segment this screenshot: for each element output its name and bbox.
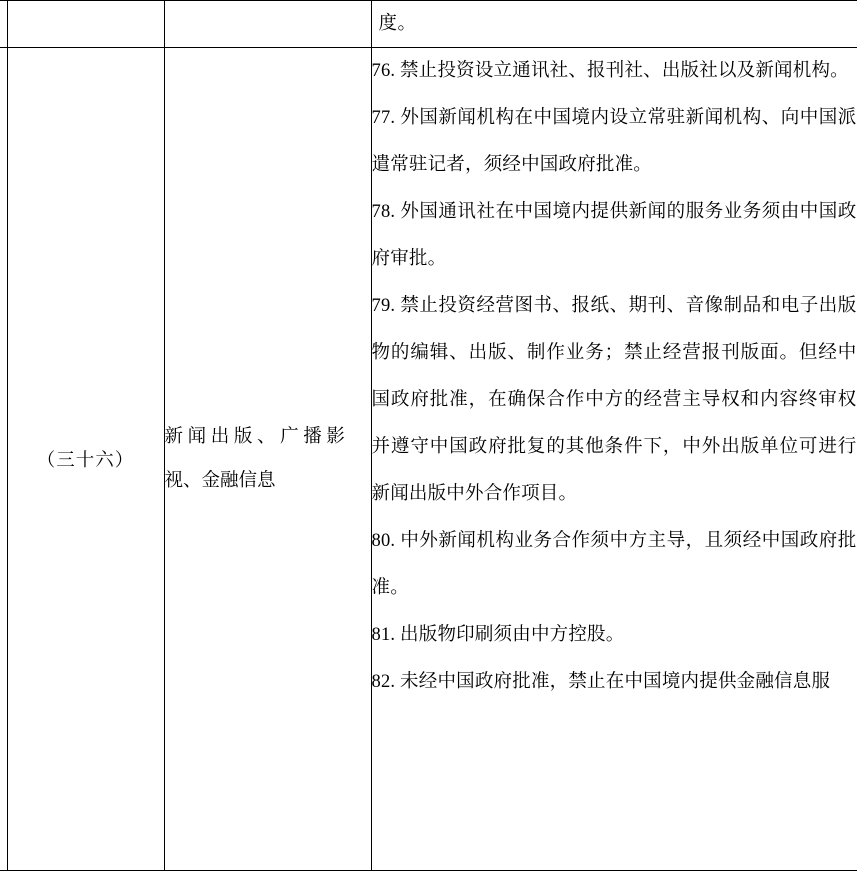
- list-item: 76. 禁止投资设立通讯社、报刊社、出版社以及新闻机构。: [371, 61, 849, 81]
- cell-content: [371, 48, 857, 871]
- cell-index-partial: [7, 1, 164, 48]
- cell-category-partial: [164, 1, 371, 48]
- continued-text: 度。: [378, 14, 417, 34]
- list-item: 82. 未经中国政府批准，禁止在中国境内提供金融信息服: [371, 672, 831, 692]
- list-item: 77. 外国新闻机构在中国境内设立常驻新闻机构、向中国派遣常驻记者，须经中国政府批准。: [371, 108, 857, 175]
- list-item: 80. 中外新闻机构业务合作须中方主导，且须经中国政府批准。: [371, 531, 857, 598]
- cell-margin: [0, 48, 7, 871]
- list-item: 78. 外国通讯社在中国境内提供新闻的服务业务须由中国政府审批。: [371, 202, 857, 269]
- cell-content-partial: [371, 1, 857, 48]
- cell-category: [164, 48, 371, 871]
- category-line-2: 视、金融信息: [164, 471, 276, 491]
- table-row: [0, 48, 857, 871]
- cell-margin: [0, 1, 7, 48]
- list-item: 79. 禁止投资经营图书、报纸、期刊、音像制品和电子出版物的编辑、出版、制作业务；禁止经营报刊版面。但经中国政府批准，在确保合作中方的经营主导权和内容终审权并遵守中国政府批复的其他条件下，中外出版单位可进行新闻出版中外合作项目。: [371, 296, 857, 504]
- table-row-partial: [0, 1, 857, 48]
- list-item: 81. 出版物印刷须由中方控股。: [371, 625, 625, 645]
- cell-index: （三十六）: [7, 48, 164, 871]
- category-line-1: 新 闻 出 版 、 广 播 影: [164, 427, 345, 447]
- content-clip: [372, 48, 857, 870]
